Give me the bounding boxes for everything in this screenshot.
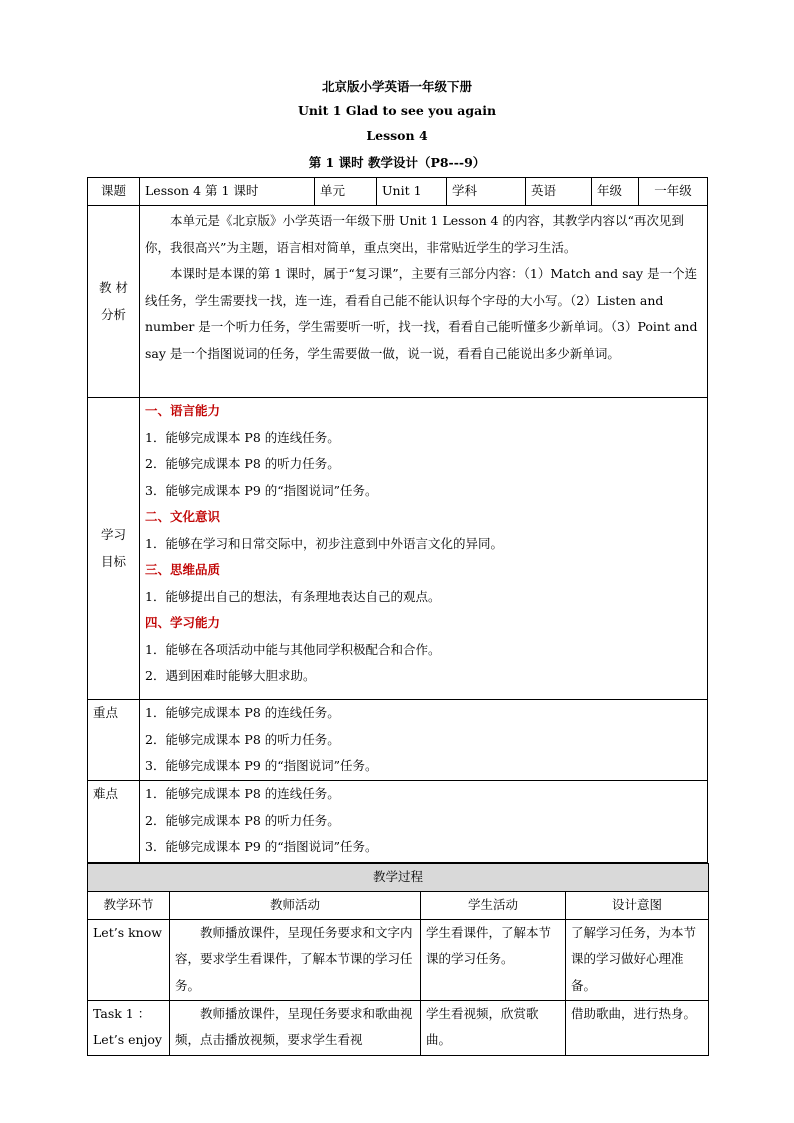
goals-label-line1: 学习 bbox=[100, 527, 126, 542]
student-activity-cell: 学生看课件，了解本节课的学习任务。 bbox=[421, 919, 566, 1000]
goals-label-line2: 目标 bbox=[100, 553, 126, 569]
doc-title-line2: Unit 1 Glad to see you again bbox=[297, 103, 497, 118]
goal-item: 1．能够在各项活动中能与其他同学积极配合和合作。 bbox=[145, 641, 441, 657]
analysis-label-line1: 教 材 bbox=[99, 280, 128, 295]
unit-label: 单元 bbox=[315, 178, 377, 206]
teacher-activity-cell bbox=[170, 919, 421, 1000]
stage-line-1: Task 1 ： bbox=[93, 1005, 151, 1021]
stage-cell: Let’s know bbox=[88, 919, 170, 1000]
teacher-activity-text: 教师播放课件，呈现任务要求和文字内容，要求学生看课件，了解本节课的学习任务。 bbox=[175, 924, 413, 993]
unit-value: Unit 1 bbox=[377, 178, 447, 206]
key-point-item: 3．能够完成课本 P9 的“指图说词”任务。 bbox=[145, 758, 378, 773]
subject-label: 学科 bbox=[447, 178, 526, 206]
doc-title-line4: 第 1 课时 教学设计（P8---9） bbox=[308, 155, 486, 170]
goal-item: 3．能够完成课本 P9 的“指图说词”任务。 bbox=[145, 482, 378, 498]
process-title: 教学过程 bbox=[88, 864, 709, 892]
design-intent-cell: 了解学习任务，为本节课的学习做好心理准备。 bbox=[566, 919, 709, 1000]
lesson-info-table bbox=[87, 177, 708, 863]
stage-cell bbox=[88, 1000, 170, 1055]
grade-label: 年级 bbox=[592, 178, 639, 206]
student-activity-cell: 学生看视频，欣赏歌曲。 bbox=[421, 1000, 566, 1055]
topic-label: 课题 bbox=[88, 178, 140, 206]
stage-line-2: Let’s enjoy bbox=[93, 1032, 162, 1047]
process-table bbox=[87, 863, 709, 1056]
key-points-content bbox=[140, 700, 708, 781]
topic-value: Lesson 4 第 1 课时 bbox=[140, 178, 315, 206]
teacher-activity-cell bbox=[170, 1000, 421, 1055]
process-header: 教学环节 bbox=[88, 891, 170, 919]
difficult-point-item: 2．能够完成课本 P8 的听力任务。 bbox=[145, 812, 340, 828]
key-points-label: 重点 bbox=[88, 700, 140, 781]
difficult-points-content bbox=[140, 781, 708, 863]
difficult-point-item: 3．能够完成课本 P9 的“指图说词”任务。 bbox=[145, 839, 378, 854]
goal-heading-learning: 四、学习能力 bbox=[145, 615, 221, 630]
design-intent-cell: 借助歌曲，进行热身。 bbox=[566, 1000, 709, 1055]
table-row bbox=[88, 1000, 709, 1055]
goal-item: 2．能够完成课本 P8 的听力任务。 bbox=[145, 456, 340, 471]
process-header: 学生活动 bbox=[421, 891, 566, 919]
process-header: 教师活动 bbox=[170, 891, 421, 919]
key-point-item: 2．能够完成课本 P8 的听力任务。 bbox=[145, 731, 340, 747]
difficult-points-label: 难点 bbox=[88, 781, 140, 863]
teacher-activity-text: 教师播放课件，呈现任务要求和歌曲视频，点击播放视频，要求学生看视 bbox=[175, 1005, 413, 1047]
goals-label bbox=[88, 398, 140, 700]
subject-value: 英语 bbox=[526, 178, 592, 206]
doc-title-line3: Lesson 4 bbox=[366, 128, 428, 143]
key-point-item: 1．能够完成课本 P8 的连线任务。 bbox=[145, 705, 340, 720]
process-header: 设计意图 bbox=[566, 891, 709, 919]
goal-item: 2．遇到困难时能够大胆求助。 bbox=[145, 668, 316, 683]
goal-item: 1．能够完成课本 P8 的连线任务。 bbox=[145, 429, 340, 445]
grade-value: 一年级 bbox=[639, 178, 708, 206]
analysis-paragraph-2: 本课时是本课的第 1 课时，属于“复习课”，主要有三部分内容：（1）Match and say 是一个连线任务，学生需要找一找，连一连，看看自己能不能认识每个字母的大小写。（2）Listen and number 是一个听力任务，学生需要听一听，找一找，看看自己能听懂多少新单词。（3）Point and say 是一个指图说词的任务，学生需要做一做，说一说，看看自己能说出多少新单词。 bbox=[145, 266, 698, 361]
doc-title-line1: 北京版小学英语一年级下册 bbox=[321, 79, 472, 94]
analysis-content bbox=[140, 206, 708, 398]
goals-content bbox=[140, 398, 708, 700]
table-row bbox=[88, 919, 709, 1000]
analysis-label-line2: 分析 bbox=[100, 306, 126, 322]
goal-heading-thinking: 三、思维品质 bbox=[145, 562, 221, 577]
goal-item: 1．能够在学习和日常交际中，初步注意到中外语言文化的异同。 bbox=[145, 535, 503, 551]
goal-heading-language: 一、语言能力 bbox=[145, 403, 221, 418]
goal-item: 1．能够提出自己的想法，有条理地表达自己的观点。 bbox=[145, 588, 441, 604]
analysis-label bbox=[88, 206, 140, 398]
difficult-point-item: 1．能够完成课本 P8 的连线任务。 bbox=[145, 786, 340, 801]
goal-heading-culture: 二、文化意识 bbox=[145, 509, 221, 524]
analysis-paragraph-1: 本单元是《北京版》小学英语一年级下册 Unit 1 Lesson 4 的内容，其教学内容以“再次见到你，我很高兴”为主题，语言相对简单，重点突出，非常贴近学生的学习生活。 bbox=[145, 213, 684, 255]
